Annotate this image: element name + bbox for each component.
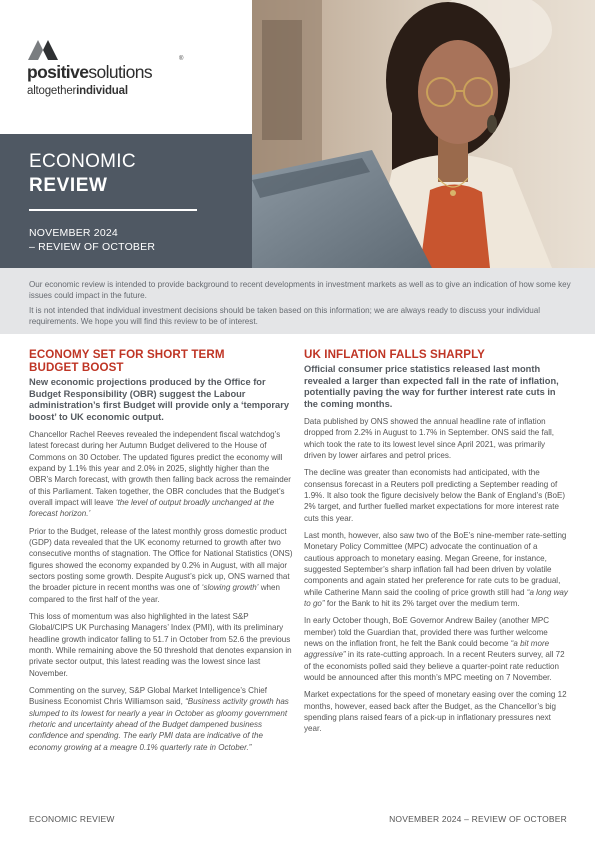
footer-title: ECONOMIC REVIEW [29,814,115,824]
article-paragraph: Market expectations for the speed of monetary easing over the coming 12 months, however, eased back after the Budget, as the Chancellor’s big spending plans raised fears of a pick-up in inflationary pressures next year. [304,690,567,734]
intro-band [0,268,595,334]
logo-panel [0,0,252,134]
article-paragraph: Last month, however, also saw two of the BoE’s nine-member rate-setting Monetary Policy Committee (MPC) advocate the continuation of a cautious approach to monetary easing. Megan Greene, for instance, suggested September’s sharp inflation fall had been driven by volatile components and again stated her preference for rate cuts to be gradual, while Catherine Mann said the cooling of price growth still had “a long way to go” for the Bank to hit its 2% target over the medium term. [304,530,568,608]
title-panel [0,134,252,268]
article-heading: UK INFLATION FALLS SHARPLY [304,348,486,361]
article-paragraph: Commenting on the survey, S&P Global Market Intelligence’s Chief Business Economist Chris Williamson said, “Business activity growth has slumped to its lowest for nearly a year in October as gloomy government rhetoric and uncertainty ahead of the Budget dampened business confidence and spending. The early PMI data are indicative of the economy growing at a meagre 0.1% quarterly rate in October.” [29,686,289,752]
woman-with-laptop-illustration [252,0,595,268]
intro-paragraph-2: It is not intended that individual investment decisions should be taken based on this information; we are always ready to discuss your individual requirements. We hope you will find this review to be of interest. [29,306,541,326]
title-line2: REVIEW [29,175,108,196]
registered-mark: ® [179,56,184,62]
article-paragraph: This loss of momentum was also highlighted in the latest S&P Global/CIPS UK Purchasing Managers’ Index (PMI), with its preliminary headline growth indicator falling to 51.7 in October from 52.6 the previous month. While remaining above the 50 threshold that denotes expansion in private sector output, this latest reading was the lowest since last November. [29,611,292,678]
article-lede: Official consumer price statistics released last month revealed a larger than expected fall in the rate of inflation, potentially paving the way for further interest rate cuts in the coming months. [304,364,559,410]
article-economy [29,348,293,759]
brand-name: positivesolutions [27,62,153,82]
article-paragraph: Chancellor Rachel Reeves revealed the independent fiscal watchdog’s latest forecast during her Autumn Budget delivered to the House of Commons on 30 October. The updated figures predict the economy will expand by 1.1% this year and 2.0% in 2025, slightly higher than the OBR’s March forecast, with growth then falling back across the remainder of this Parliament. Taken together, the OBR concludes that the Budget’s overall impact will leave ‘the level of output broadly unchanged at the forecast horizon.’ [29,429,291,519]
issue-date: NOVEMBER 2024 [29,227,118,239]
article-lede: New economic projections produced by the Office for Budget Responsibility (OBR) suggest the Labour administration’s first Budget will provide only a ‘temporary boost’ to UK economic output. [29,377,290,423]
article-paragraph: Prior to the Budget, release of the latest monthly gross domestic product (GDP) data revealed that the UK economy returned to growth after two consecutive months of stagnation. The Office for National Statistics (ONS) figures showed the economy expanded by 0.2% in August, with all major sectors posting some growth. Despite August’s pick up, ONS warned that the broader picture in recent months was one of ‘slowing growth’ when compared to the first half of the year. [29,526,293,604]
brand-tagline: altogetherindividual [27,85,128,97]
brand-logo-icon [28,40,58,60]
article-inflation [304,348,568,741]
page-header [0,0,595,268]
issue-subtitle: – REVIEW OF OCTOBER [29,241,156,253]
title-line1: ECONOMIC [29,151,136,172]
article-paragraph: In early October though, BoE Governor Andrew Bailey (another MPC member) told the Guardian that, provided there was further welcome news on the inflation front, he felt the Bank could become “a bit more aggressive” in its rate-cutting approach. In a recent Reuters survey, all 72 of the economists polled said they believe a quarter-point rate reduction would be announced after this month’s MPC meeting on 7 November. [304,616,565,683]
article-heading: ECONOMY SET FOR SHORT TERM BUDGET BOOST [29,348,225,374]
article-paragraph: Data published by ONS showed the annual headline rate of inflation dropped from 2.2% in August to 1.7% in September. ONS said the fall, which took the rate to its lowest level since April 2021, was primarily driven by lower airfares and petrol prices. [304,416,555,460]
article-paragraph: The decline was greater than economists had anticipated, with the consensus forecast in a Reuters poll predicting a September reading of 1.9%. It also took the figure decisively below the Bank of England’s (BoE) 2% target, and further fuelled market expectations for more interest rate cuts this year. [304,468,566,523]
title-divider [29,209,197,211]
header-photo [252,0,595,268]
intro-paragraph-1: Our economic review is intended to provide background to recent developments in investment markets as well as to give an indication of how some key issues could impact in the future. [29,280,571,300]
footer-issue: NOVEMBER 2024 – REVIEW OF OCTOBER [389,814,567,824]
